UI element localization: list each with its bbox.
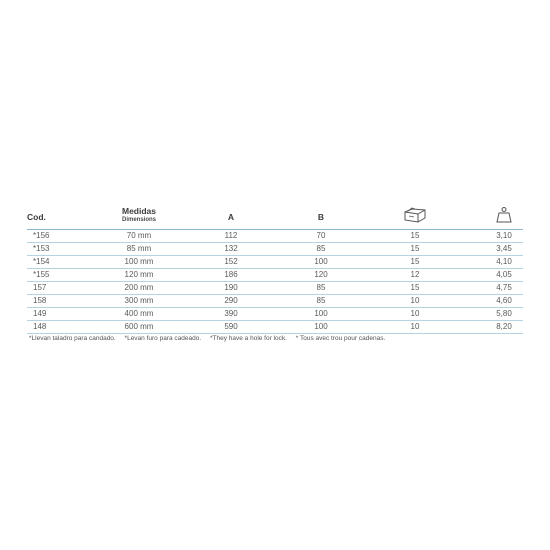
table-row	[27, 282, 523, 295]
cell-weight: 3,10	[496, 231, 512, 240]
header-medidas	[107, 203, 171, 229]
cell-b: 100	[314, 309, 328, 318]
cell-b: 85	[316, 244, 326, 253]
header-cod	[27, 203, 71, 229]
cell-medidas: 120 mm	[124, 270, 154, 279]
box-icon	[402, 206, 428, 224]
cell-cod: 157	[33, 283, 47, 292]
cell-weight: 8,20	[496, 322, 512, 331]
cell-b: 120	[314, 270, 328, 279]
cell-b: 85	[316, 283, 326, 292]
header-medidas-label: Medidas	[121, 206, 156, 216]
table-row	[27, 230, 523, 243]
cell-box-qty: 10	[410, 309, 420, 318]
footnote-pt: *Levan furo para cadeado.	[124, 335, 202, 342]
header-dimensions-label: Dimensions	[121, 217, 156, 223]
spec-table	[27, 203, 523, 334]
header-cod-label: Cod.	[27, 212, 46, 222]
weight-icon	[495, 206, 513, 224]
cell-medidas: 85 mm	[126, 244, 152, 253]
cell-medidas: 400 mm	[124, 309, 154, 318]
cell-a: 590	[224, 322, 238, 331]
table-row	[27, 269, 523, 282]
cell-box-qty: 12	[410, 270, 420, 279]
footnote	[29, 334, 392, 343]
header-weight	[485, 203, 523, 229]
cell-a: 112	[224, 231, 238, 240]
cell-box-qty: 15	[410, 257, 420, 266]
table-row	[27, 256, 523, 269]
cell-a: 186	[224, 270, 238, 279]
cell-cod: *155	[33, 270, 50, 279]
cell-weight: 4,05	[496, 270, 512, 279]
cell-b: 100	[314, 322, 328, 331]
footnote-es: *Llevan taladro para candado.	[29, 335, 116, 342]
cell-a: 290	[224, 296, 238, 305]
table-row	[27, 243, 523, 256]
header-a	[212, 203, 250, 229]
cell-a: 132	[224, 244, 238, 253]
header-box	[397, 203, 433, 229]
header-b	[301, 203, 341, 229]
cell-medidas: 600 mm	[124, 322, 154, 331]
cell-medidas: 300 mm	[124, 296, 154, 305]
cell-a: 390	[224, 309, 238, 318]
cell-weight: 4,75	[496, 283, 512, 292]
header-b-label: B	[317, 212, 325, 222]
table-row	[27, 308, 523, 321]
cell-b: 100	[314, 257, 328, 266]
cell-weight: 5,80	[496, 309, 512, 318]
cell-b: 70	[316, 231, 326, 240]
cell-box-qty: 15	[410, 244, 420, 253]
cell-box-qty: 15	[410, 231, 420, 240]
footnote-en: *They have a hole for lock.	[209, 335, 287, 342]
cell-weight: 4,60	[496, 296, 512, 305]
cell-cod: 149	[33, 309, 47, 318]
cell-box-qty: 15	[410, 283, 420, 292]
header-a-label: A	[227, 212, 235, 222]
cell-a: 152	[224, 257, 238, 266]
cell-box-qty: 10	[410, 296, 420, 305]
cell-medidas: 100 mm	[124, 257, 154, 266]
cell-a: 190	[224, 283, 238, 292]
table-row	[27, 295, 523, 308]
footnote-fr: * Tous avec trou pour cadenas.	[295, 335, 386, 342]
cell-cod: 148	[33, 322, 47, 331]
table-row	[27, 321, 523, 334]
cell-cod: 158	[33, 296, 47, 305]
cell-medidas: 70 mm	[126, 231, 152, 240]
cell-weight: 4,10	[496, 257, 512, 266]
cell-cod: *154	[33, 257, 50, 266]
cell-cod: *153	[33, 244, 50, 253]
cell-b: 85	[316, 296, 326, 305]
cell-weight: 3,45	[496, 244, 512, 253]
table-header	[27, 203, 523, 230]
cell-box-qty: 10	[410, 322, 420, 331]
cell-medidas: 200 mm	[124, 283, 154, 292]
cell-cod: *156	[33, 231, 50, 240]
